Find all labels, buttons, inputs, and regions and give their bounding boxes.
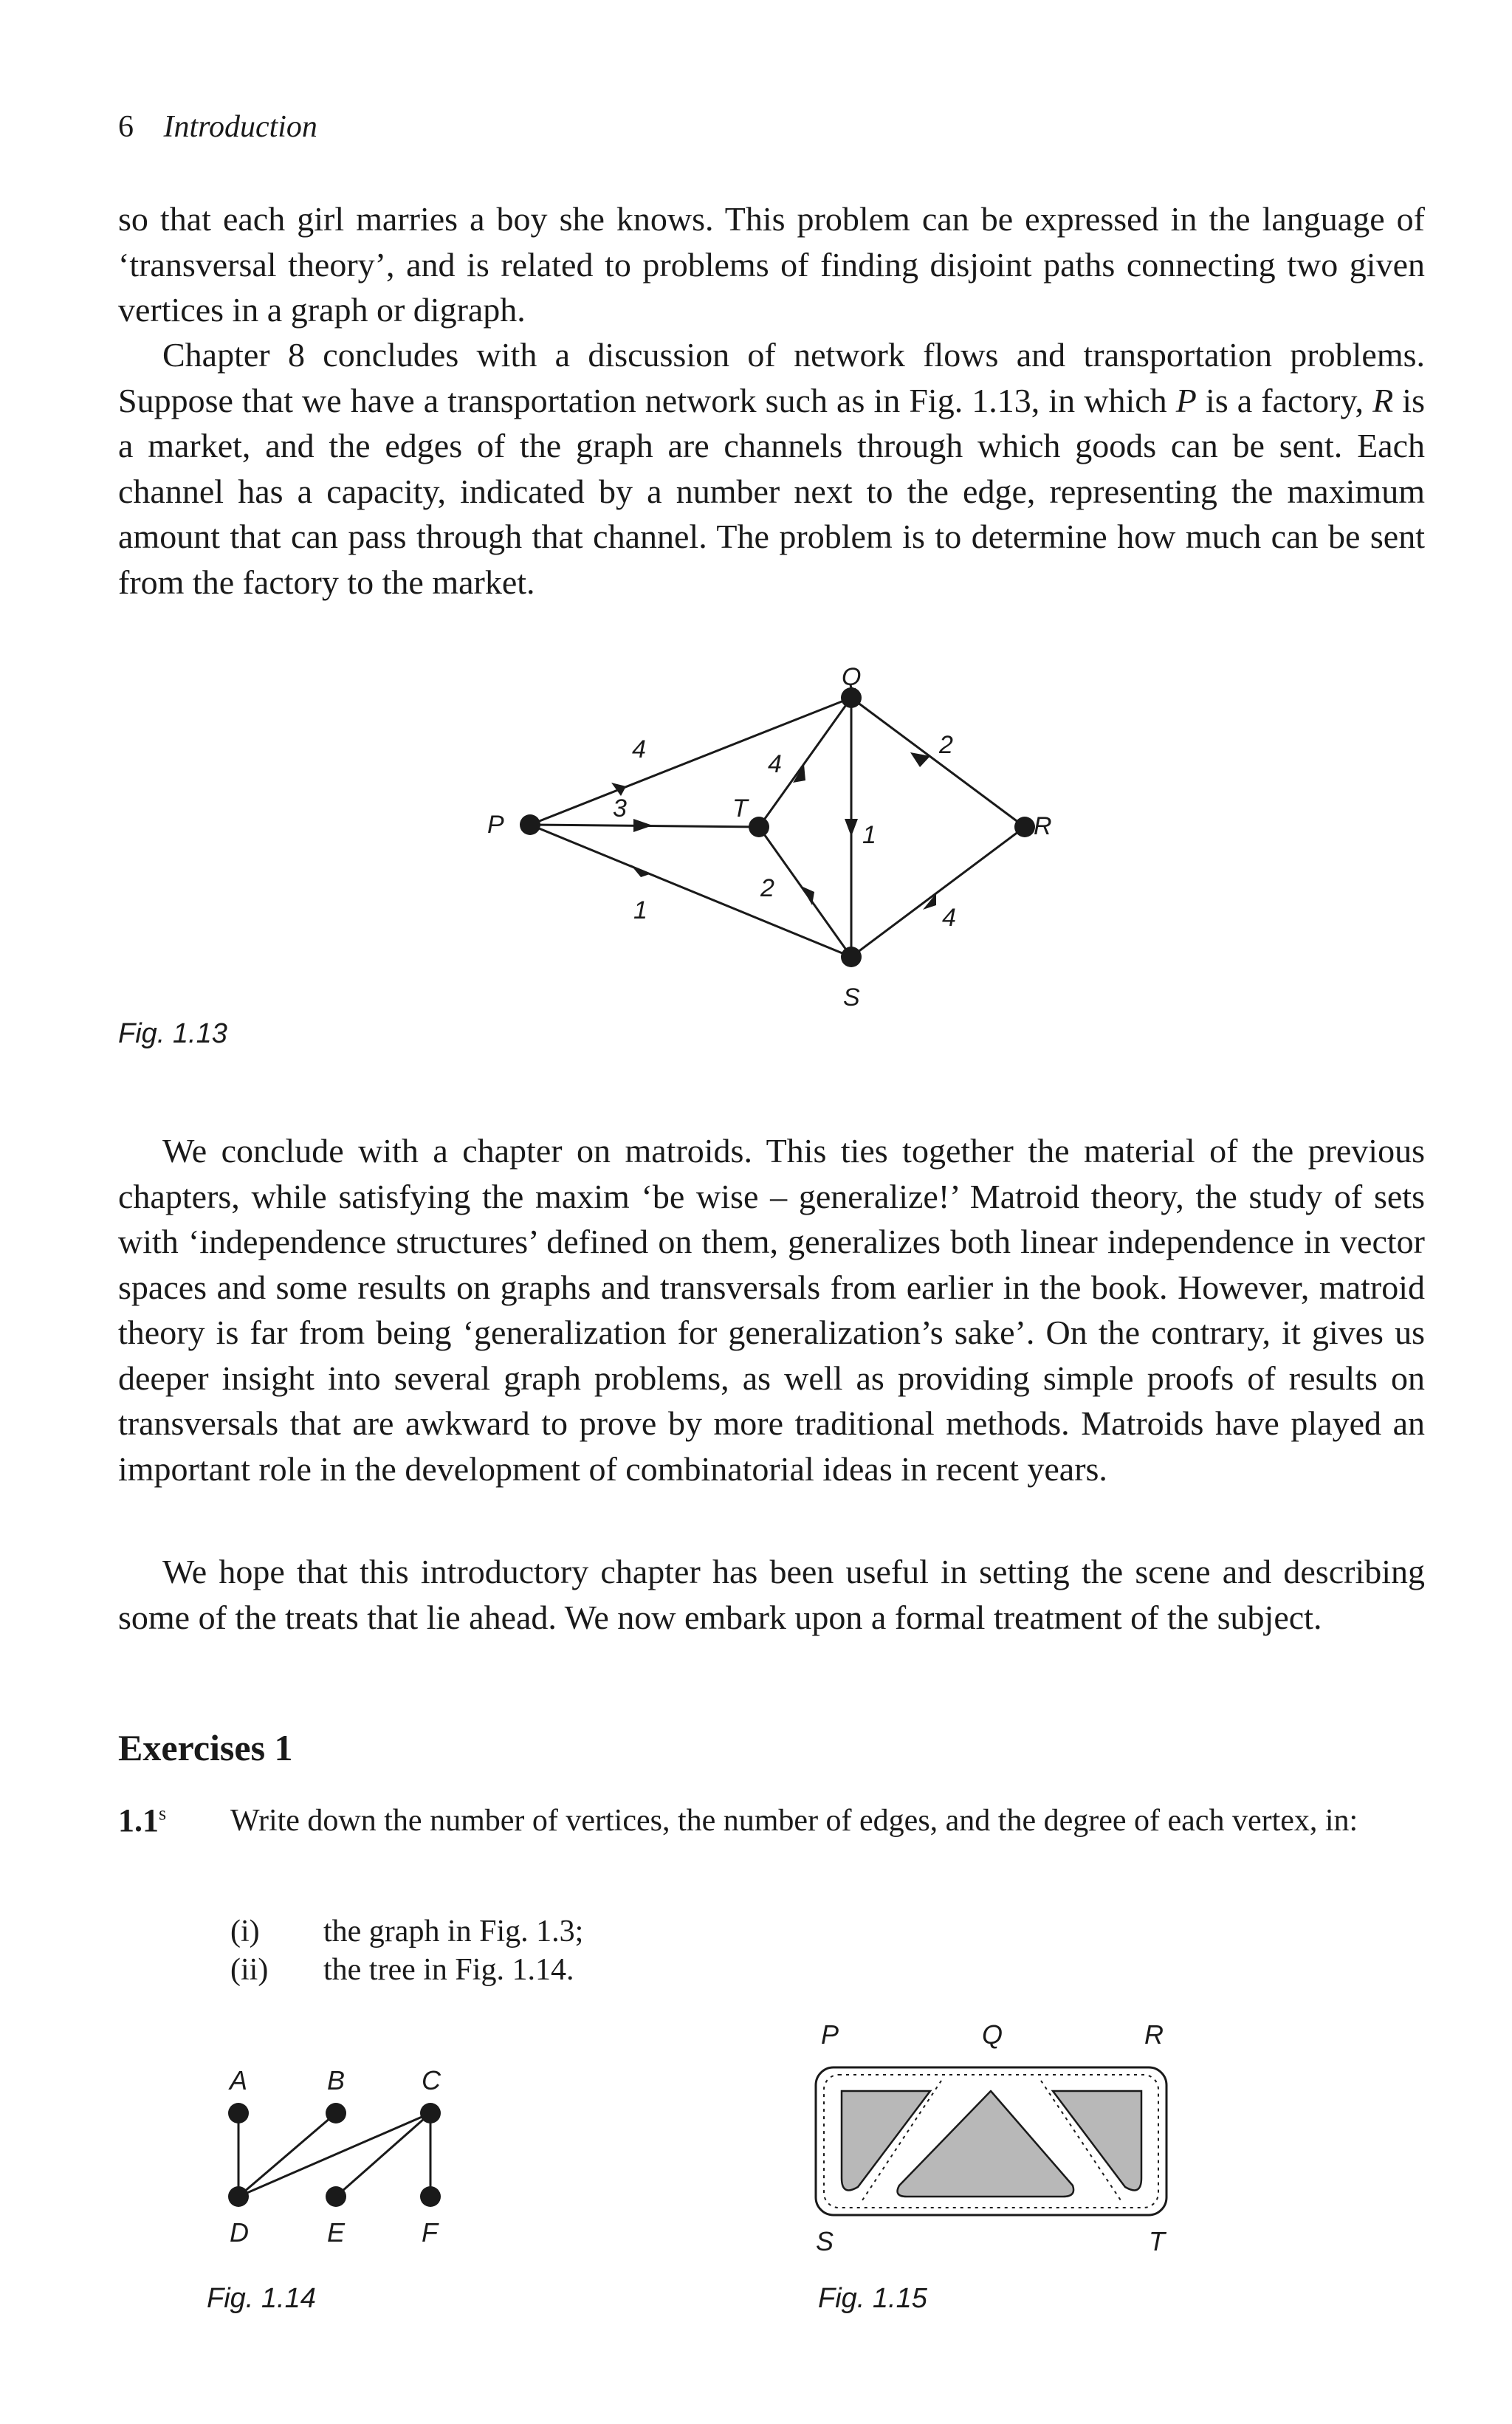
vertex-label-r: R [1034, 812, 1052, 840]
corner-label-p: P [821, 2019, 839, 2050]
vertex-label-s: S [843, 983, 860, 1012]
paragraph-2: Chapter 8 concludes with a discussion of network flows and transportation problems. Suppose that we have a transportation network such as in Fig. 1.13, in which P is a factory, R is a market, and the edges of the graph are channels through which goods can be sent. Each channel has a capacity, indicated by a number next to the edge, representing the maximum amount that can pass through that channel. The problem is to determine how much can be sent from the factory to the market. [118, 336, 1425, 601]
caption-fig-1-15: Fig. 1.15 [818, 2283, 927, 2314]
capacity-tq: 4 [768, 750, 782, 778]
exercises-heading: Exercises 1 [118, 1727, 293, 1768]
vertex-label-c: C [422, 2065, 441, 2095]
capacity-st: 2 [760, 874, 774, 902]
capacity-pq: 4 [632, 735, 646, 763]
paragraph-1: so that each girl marries a boy she knows. This problem can be expressed in the language of ‘transversal theory’, and is related to problems of finding disjoint paths connecting two given vertices in a graph or digraph. [118, 200, 1425, 329]
corner-label-q: Q [982, 2019, 1003, 2050]
caption-fig-1-14: Fig. 1.14 [207, 2283, 316, 2314]
capacity-pt: 3 [613, 794, 627, 823]
paragraph-3: We conclude with a chapter on matroids. This ties together the material of the previous chapters, while satisfying the maxim ‘be wise – generalize!’ Matroid theory, the study of sets with ‘independence structures’ defined on them, generalizes both linear independence in vector spaces and some results on graphs and transversals from earlier in the book. However, matroid theory is far from being ‘generalization for generalization’s sake’. On the contrary, it gives us deeper insight into several graph problems, as well as providing simple proofs of results on transversals that are awkward to prove by more traditional methods. Matroids have played an important role in the development of combinatorial ideas in recent years. [118, 1132, 1425, 1488]
capacity-sr: 4 [942, 904, 956, 932]
exercise-number: 1.1$^s$ [118, 1802, 167, 1838]
paragraph-4: We hope that this introductory chapter has been useful in setting the scene and describing some of the treats that lie ahead. We now embark upon a formal treatment of the subject. [118, 1553, 1425, 1636]
capacity-qs: 1 [862, 821, 876, 849]
vertex-label-p: P [487, 811, 504, 839]
capacity-ps: 1 [633, 896, 647, 924]
vertex-label-q: Q [842, 663, 862, 691]
corner-label-s: S [816, 2226, 834, 2256]
corner-label-r: R [1144, 2019, 1164, 2050]
corner-label-t: T [1149, 2226, 1165, 2256]
vertex-label-a: A [230, 2065, 248, 2095]
caption-fig-1-13: Fig. 1.13 [118, 1018, 227, 1049]
vertex-label-t: T [732, 794, 748, 823]
page-number: 6 [118, 110, 134, 144]
exercise-text: Write down the number of vertices, the number of edges, and the degree of each vertex, in: [230, 1804, 1358, 1838]
vertex-label-f: F [422, 2217, 438, 2248]
vertex-label-e: E [327, 2217, 346, 2248]
vertex-label-d: D [230, 2217, 249, 2248]
section-title: Introduction [163, 110, 317, 144]
capacity-qr: 2 [939, 731, 953, 759]
vertex-label-b: B [327, 2065, 346, 2095]
face-right [1053, 2091, 1141, 2190]
